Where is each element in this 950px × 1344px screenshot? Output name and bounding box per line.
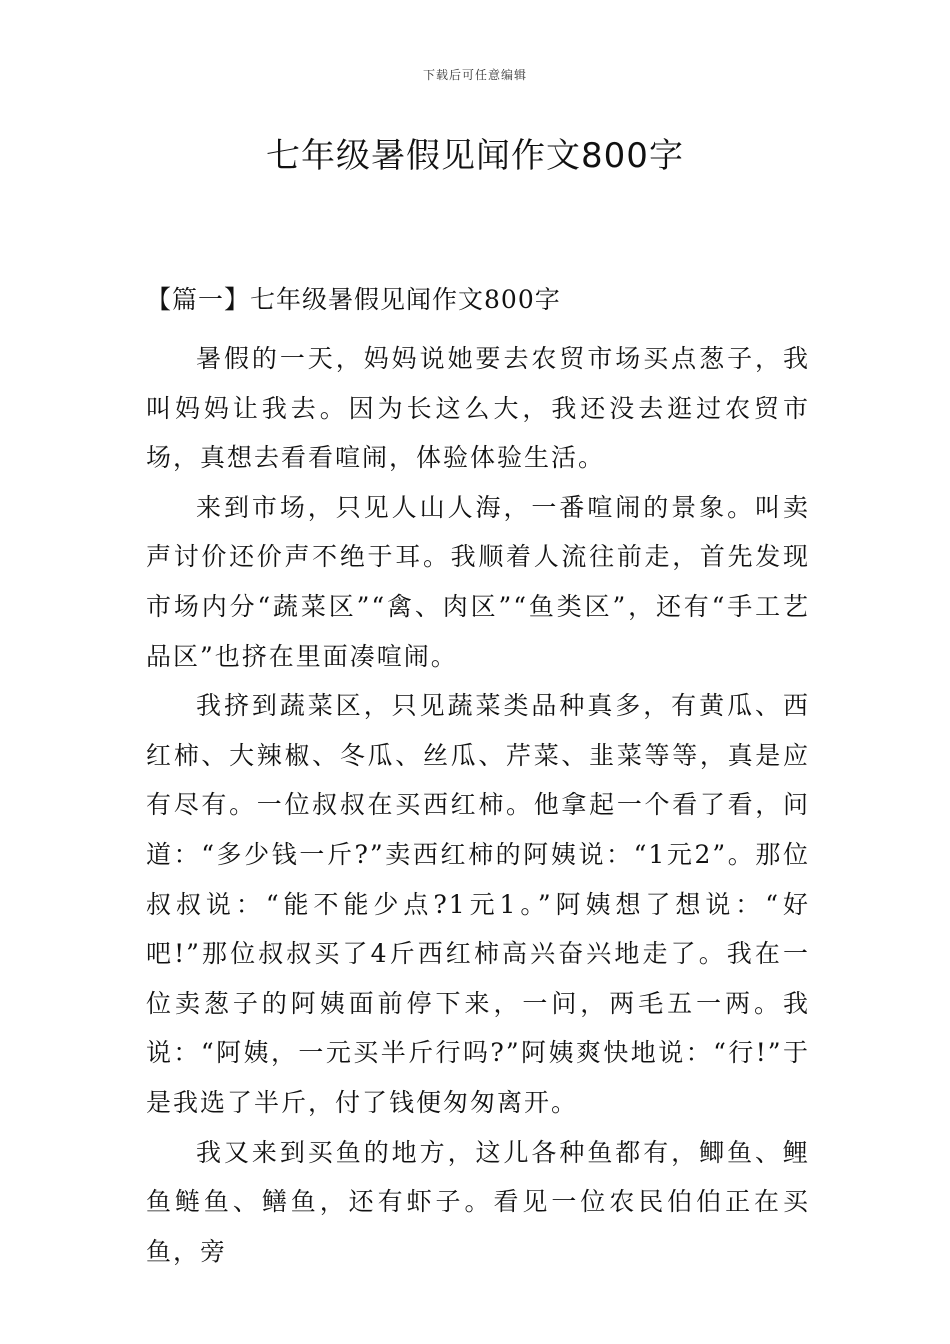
document-title: 七年级暑假见闻作文800字 bbox=[266, 136, 684, 176]
document-body bbox=[146, 280, 810, 1276]
section-title: 【篇一】七年级暑假见闻作文800字 bbox=[146, 285, 561, 314]
paragraph-3: 我挤到蔬菜区，只见蔬菜类品种真多，有黄瓜、西红柿、大辣椒、冬瓜、丝瓜、芹菜、韭菜等等，真是应有尽有。一位叔叔在买西红柿。他拿起一个看了看，问道：“多少钱一斤?”卖西红柿的阿姨说：“1元2”。那位叔叔说：“能不能少点?1元1。”阿姨想了想说：“好吧!”那位叔叔买了4斤西红柿高兴奋兴地走了。我在一位卖葱子的阿姨面前停下来，一问，两毛五一两。我说：“阿姨，一元买半斤行吗?”阿姨爽快地说：“行!”于是我选了半斤，付了钱便匆匆离开。 bbox=[146, 691, 810, 1117]
paragraph-2: 来到市场，只见人山人海，一番喧闹的景象。叫卖声讨价还价声不绝于耳。我顺着人流往前走，首先发现市场内分“蔬菜区”“禽、肉区”“鱼类区”，还有“手工艺品区”也挤在里面凑喧闹。 bbox=[146, 492, 810, 671]
paragraph-4: 我又来到买鱼的地方，这儿各种鱼都有，鲫鱼、鲤鱼鲢鱼、鳝鱼，还有虾子。看见一位农民伯伯正在买鱼，旁 bbox=[146, 1137, 810, 1266]
paragraph-1: 暑假的一天，妈妈说她要去农贸市场买点葱子，我叫妈妈让我去。因为长这么大，我还没去逛过农贸市场，真想去看看喧闹，体验体验生活。 bbox=[146, 344, 810, 473]
header-note: 下载后可任意编辑 bbox=[422, 68, 527, 82]
